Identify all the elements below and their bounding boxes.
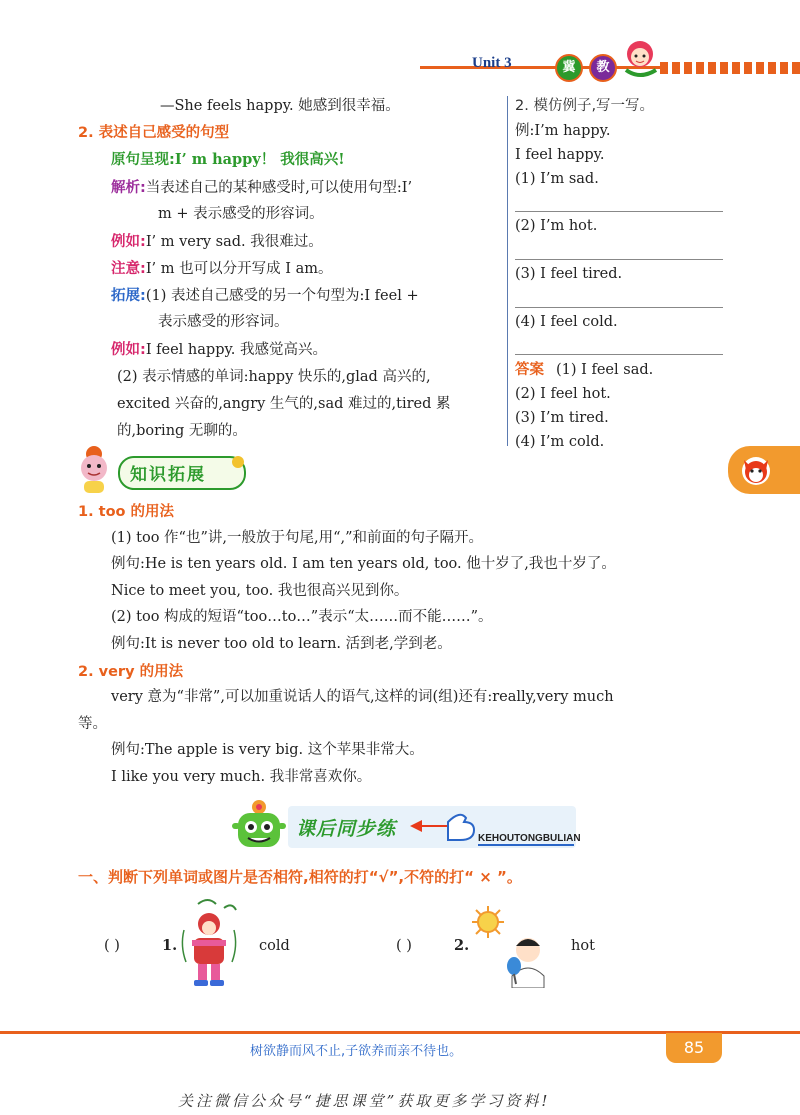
practice-banner-title: 课后同步练 [296, 818, 397, 840]
too-text-3: Nice to meet you, too. 我也很高兴见到你。 [111, 583, 409, 599]
badge-jiao [589, 54, 617, 82]
note-text: I’ m 也可以分开写成 I am。 [145, 261, 333, 277]
arrow-hand-icon [404, 808, 480, 846]
answer-line-3[interactable] [515, 307, 723, 308]
monster-mascot-icon [230, 797, 288, 853]
hot-boy-picture-icon [470, 904, 550, 988]
answer-line-1[interactable] [515, 211, 723, 212]
item-1-word: cold [259, 938, 290, 954]
example-1-label: 例如: [111, 234, 146, 250]
answer-line-2[interactable] [515, 259, 723, 260]
answer-label: 答案 [515, 362, 544, 378]
answer-3: (3) I’m tired. [515, 410, 609, 426]
note [111, 257, 332, 281]
original-sentence [111, 148, 345, 172]
too-text-4: (2) too 构成的短语“too…to…”表示“太……而不能……”。 [111, 609, 493, 625]
knowledge-banner-dot [232, 456, 244, 468]
example-2 [111, 338, 327, 362]
example-2-text: I feel happy. 我感觉高兴。 [145, 342, 327, 358]
heading-very-usage: 2. very 的用法 [78, 664, 184, 680]
answer-2: (2) I feel hot. [515, 386, 611, 402]
emotion-words-2: excited 兴奋的,angry 生气的,sad 难过的,tired 累 [117, 396, 451, 412]
column-divider [507, 96, 508, 446]
knowledge-mascot-icon [74, 444, 114, 496]
example-answer: I feel happy. [515, 147, 605, 163]
left-line-1: —She feels happy. 她感到很幸福。 [160, 98, 400, 114]
question-4: (4) I feel cold. [515, 314, 618, 330]
answer-line-4[interactable] [515, 354, 723, 355]
extension-text-2: 表示感受的形容词。 [158, 314, 289, 330]
fox-face-icon [738, 452, 774, 488]
question-2: (2) I’m hot. [515, 218, 598, 234]
badge-ji-text: 冀 [562, 60, 576, 75]
knowledge-banner-title: 知识拓展 [130, 465, 206, 485]
header-dash-bar [660, 62, 800, 74]
wechat-notice: 关注微信公众号“捷思课堂”获取更多学习资料! [178, 1092, 551, 1110]
answer-4: (4) I’m cold. [515, 434, 605, 450]
extension-text-1: (1) 表述自己感受的另一个句型为:I feel + [145, 288, 419, 304]
example-1 [111, 230, 323, 254]
too-text-2: 例句:He is ten years old. I am ten years old, too. 他十岁了,我也十岁了。 [111, 556, 616, 572]
extension-label: 拓展: [111, 288, 146, 304]
practice-banner-en [478, 826, 581, 846]
exercise-title [515, 94, 654, 118]
very-text-1: very 意为“非常”,可以加重说话人的语气,这样的词(组)还有:really,very much [111, 689, 614, 705]
very-text-3: 例句:The apple is very big. 这个苹果非常大。 [111, 742, 424, 758]
analysis-text-2: m + 表示感受的形容词。 [158, 206, 324, 222]
section-heading-sentence-pattern: 2. 表述自己感受的句型 [78, 125, 230, 141]
cold-kid-picture-icon [178, 896, 240, 990]
girl-mascot-icon [616, 36, 666, 82]
emotion-words-1: (2) 表示情感的单词:happy 快乐的,glad 高兴的, [117, 369, 431, 385]
question-3: (3) I feel tired. [515, 266, 623, 282]
unit-label: Unit 3 [472, 55, 512, 71]
heading-too-usage: 1. too 的用法 [78, 504, 175, 520]
question-1: (1) I’m sad. [515, 171, 599, 187]
answer-1: (1) I feel sad. [556, 362, 654, 378]
very-text-2: 等。 [78, 716, 107, 732]
example-1-text: I’ m very sad. 我很难过。 [145, 234, 323, 250]
answer-row-1 [515, 358, 653, 382]
item-2-word: hot [571, 938, 595, 954]
extension [111, 284, 419, 308]
emotion-words-3: 的,boring 无聊的。 [117, 423, 247, 439]
badge-ji [555, 54, 583, 82]
item-2-number: 2. [454, 937, 470, 954]
item-2-bracket[interactable]: ( ) [396, 938, 412, 954]
original-label: 原句呈现: [111, 152, 175, 168]
example-2-label: 例如: [111, 342, 146, 358]
item-1-bracket[interactable]: ( ) [104, 938, 120, 954]
item-1-number: 1. [162, 937, 178, 954]
too-text-5: 例句:It is never too old to learn. 活到老,学到老。 [111, 636, 452, 652]
exercise-title-text: 2. 模仿例子,写一写。 [515, 98, 655, 114]
analysis-text-1: 当表述自己的某种感受时,可以使用句型:I’ [145, 180, 413, 196]
footer-motto: 树欲静而风不止,子欲养而亲不待也。 [250, 1044, 463, 1059]
question-title: 一、判断下列单词或图片是否相符,相符的打“√”,不符的打“ × ”。 [78, 868, 522, 886]
example-prompt: 例:I’m happy. [515, 123, 611, 139]
analysis-label: 解析: [111, 180, 146, 196]
page-number: 85 [683, 1038, 705, 1057]
analysis [111, 176, 412, 200]
practice-banner-en-text: KEHOUTONGBULIAN [478, 833, 581, 844]
badge-jiao-text: 教 [596, 60, 610, 75]
original-text: I’ m happy！ 我很高兴! [174, 151, 345, 168]
too-text-1: (1) too 作“也”讲,一般放于句尾,用“,”和前面的句子隔开。 [111, 530, 484, 546]
note-label: 注意: [111, 261, 146, 277]
very-text-4: I like you very much. 我非常喜欢你。 [111, 769, 372, 785]
